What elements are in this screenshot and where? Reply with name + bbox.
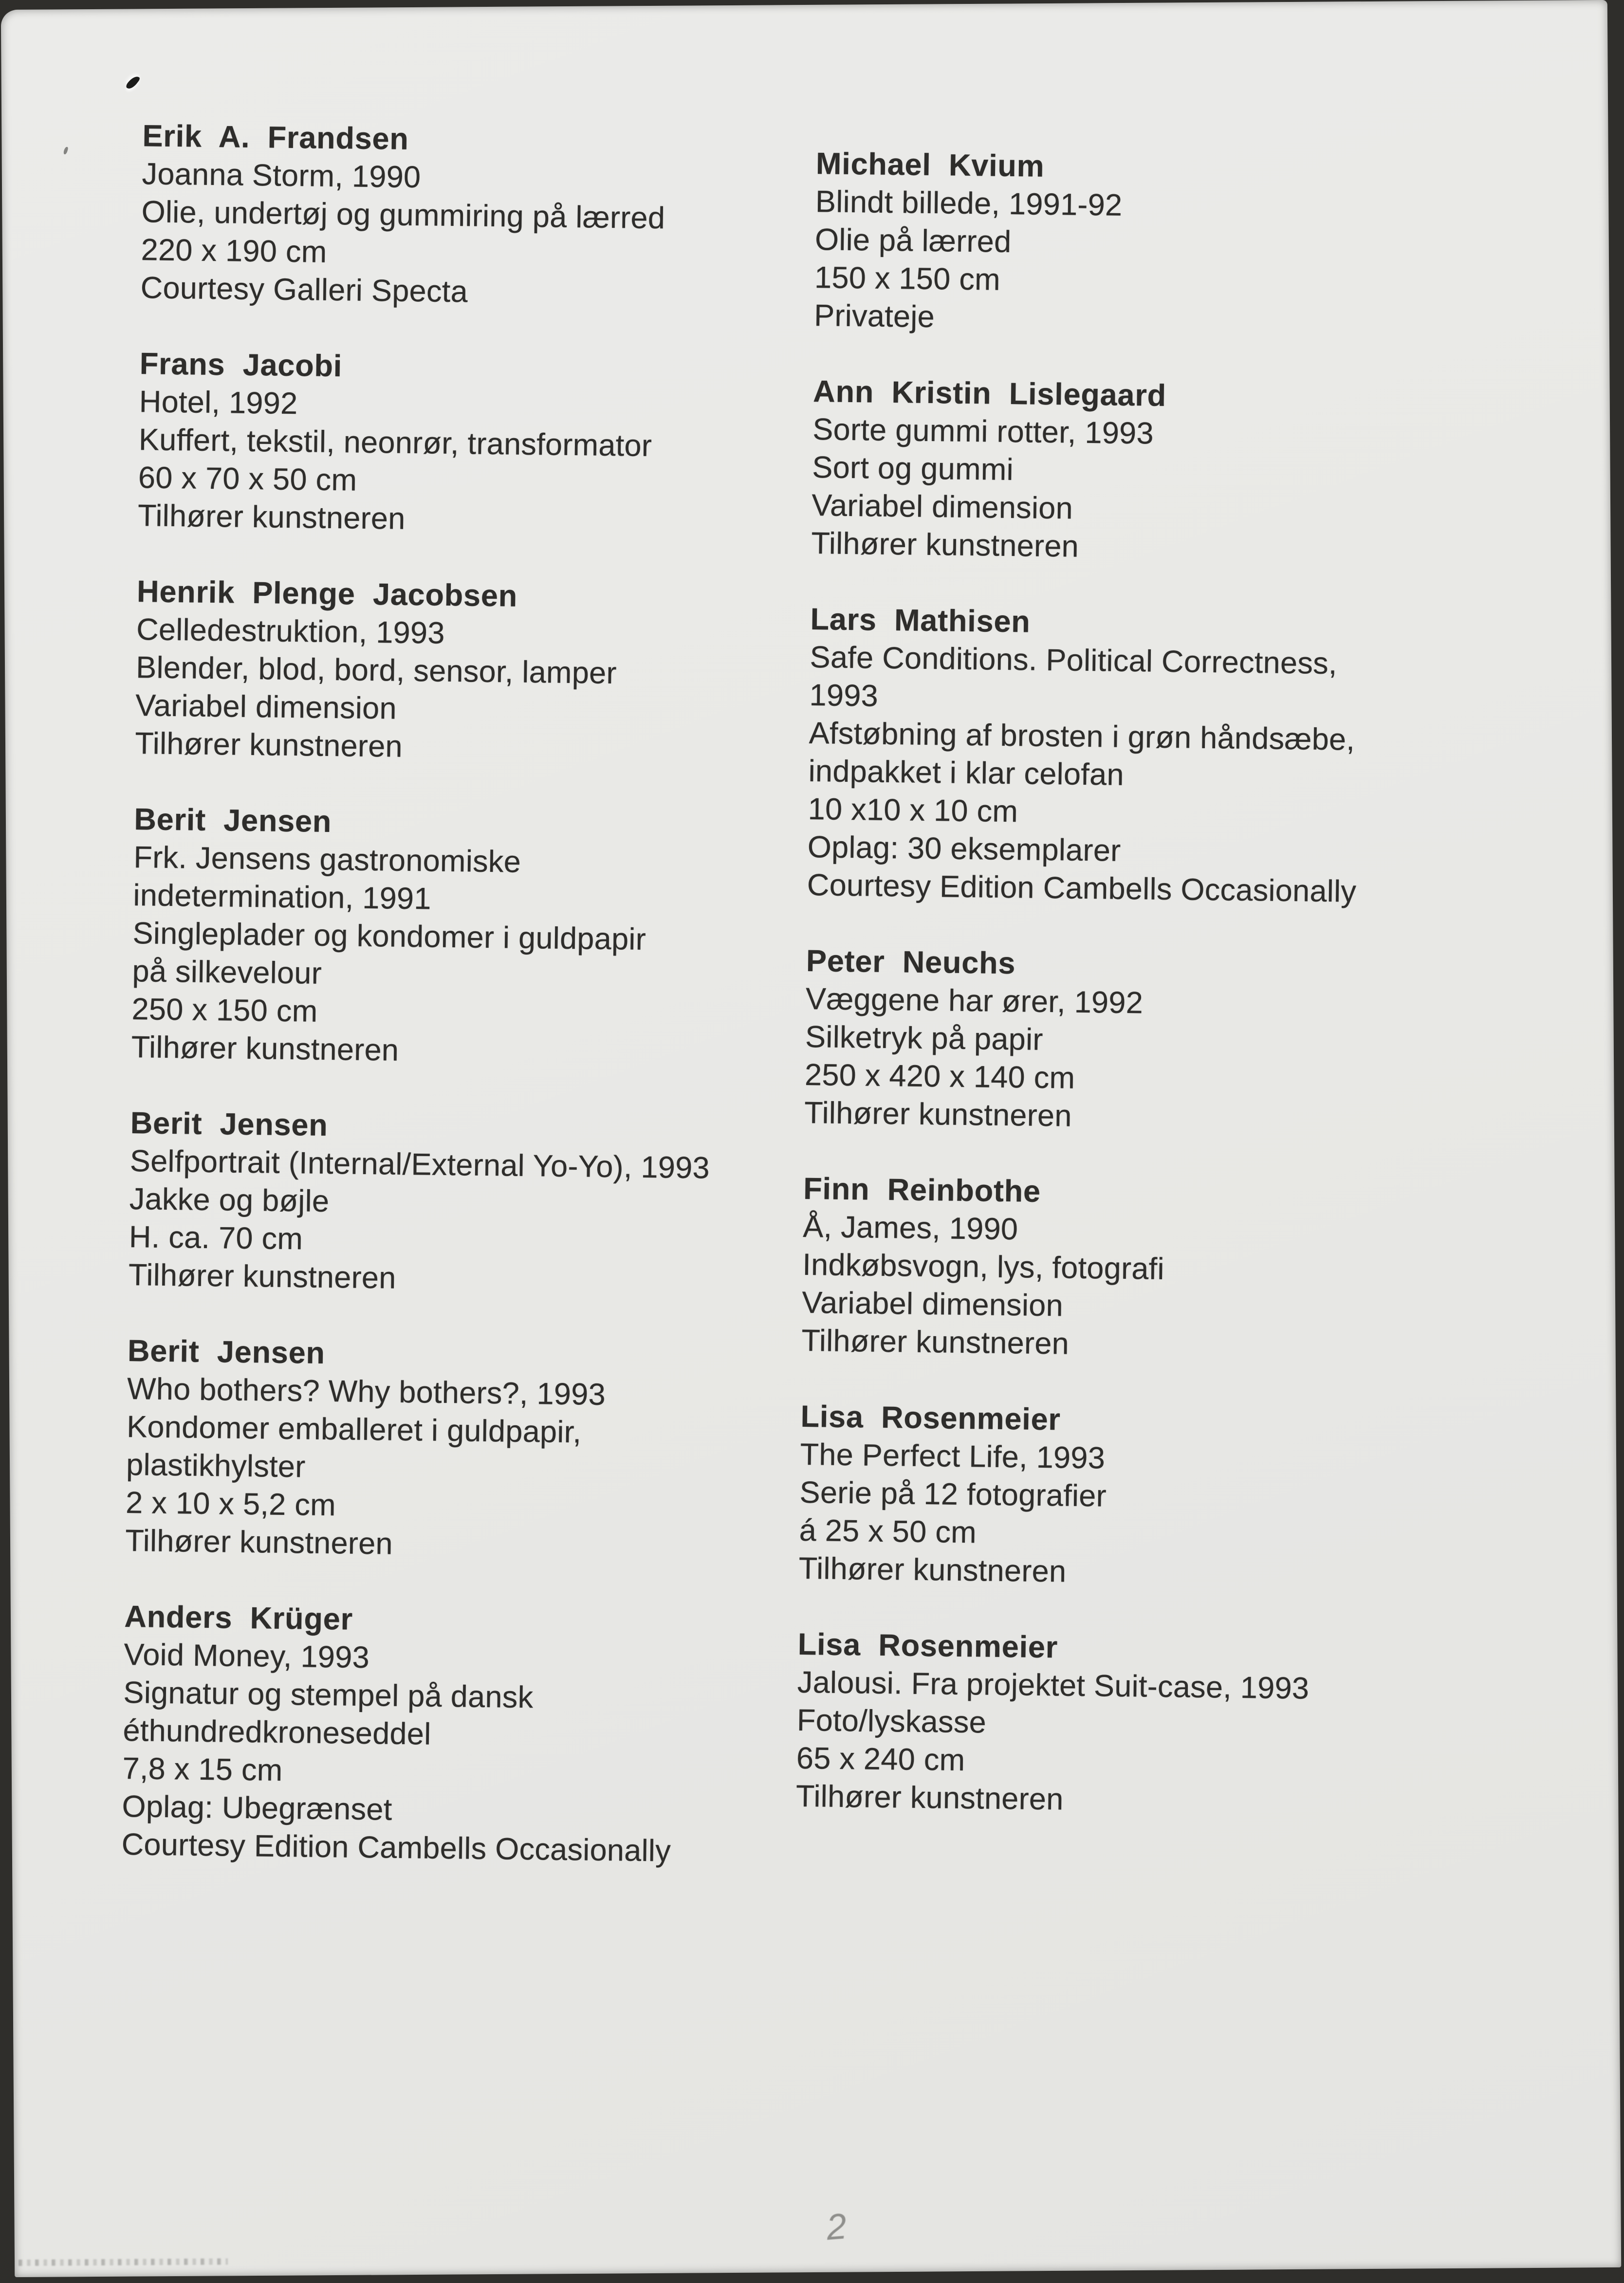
artwork-detail-line: Frk. Jensens gastronomiske — [133, 840, 521, 879]
artwork-detail-line: 65 x 240 cm — [796, 1741, 965, 1778]
catalog-entry — [814, 145, 1576, 344]
catalog-entry — [798, 1398, 1560, 1597]
artwork-detail-line: Joanna Storm, 1990 — [142, 157, 421, 195]
artwork-detail-line: Singleplader og kondomer i guldpapir — [132, 916, 646, 957]
artwork-detail-line: Tilhører kunstneren — [134, 726, 403, 764]
artwork-detail-line: Tilhører kunstneren — [131, 1030, 399, 1068]
artist-name: Peter Neuchs — [806, 943, 1016, 981]
artwork-detail-line: Tilhører kunstneren — [804, 1095, 1072, 1133]
artist-name: Berit Jensen — [127, 1334, 326, 1370]
artist-name: Michael Kvium — [815, 147, 1045, 184]
artwork-detail-line: Jalousi. Fra projektet Suit-case, 1993 — [797, 1665, 1310, 1706]
artwork-detail-line: á 25 x 50 cm — [799, 1513, 977, 1550]
artwork-detail-line: Who bothers? Why bothers?, 1993 — [127, 1372, 606, 1412]
catalog-entry — [804, 942, 1566, 1141]
catalog-entry — [125, 1332, 819, 1568]
artwork-detail-line: Tilhører kunstneren — [137, 498, 406, 536]
artwork-detail-line: Courtesy Edition Cambells Occasionally — [121, 1827, 671, 1868]
artist-name: Ann Kristin Lislegaard — [812, 374, 1167, 413]
artist-name: Frans Jacobi — [139, 347, 343, 384]
artwork-detail-line: éthundredkroneseddel — [123, 1713, 431, 1751]
artwork-list-column-right — [795, 145, 1576, 1862]
artwork-detail-line: Variabel dimension — [135, 688, 397, 726]
artwork-detail-line: Celledestruktion, 1993 — [136, 612, 445, 650]
artist-name: Erik A. Frandsen — [142, 119, 409, 156]
artwork-detail-line: Courtesy Edition Cambells Occasionally — [807, 867, 1357, 909]
artwork-detail-line: Privateje — [813, 298, 935, 334]
artwork-detail-line: H. ca. 70 cm — [129, 1220, 303, 1256]
artwork-detail-line: Tilhører kunstneren — [811, 526, 1079, 564]
artwork-detail-line: Blender, blod, bord, sensor, lamper — [135, 650, 617, 691]
artwork-detail-line: Indkøbsvogn, lys, fotografi — [802, 1247, 1165, 1287]
artist-name: Lisa Rosenmeier — [800, 1399, 1061, 1437]
artwork-detail-line: Blindt billede, 1991-92 — [815, 184, 1123, 222]
artist-name: Anders Krüger — [124, 1599, 353, 1637]
artwork-detail-line: Courtesy Galleri Specta — [140, 271, 468, 309]
artwork-detail-line: Oplag: Ubegrænset — [122, 1789, 392, 1827]
artwork-detail-line: Å, James, 1990 — [802, 1209, 1018, 1247]
artwork-detail-line: Silketryk på papir — [805, 1019, 1044, 1057]
artwork-detail-line: Oplag: 30 eksemplarer — [807, 830, 1121, 868]
artwork-detail-line: 2 x 10 x 5,2 cm — [125, 1485, 336, 1523]
artwork-detail-line: Hotel, 1992 — [139, 385, 298, 421]
artwork-detail-line: indetermination, 1991 — [133, 878, 432, 916]
catalog-entry — [140, 117, 834, 315]
catalog-entry — [807, 600, 1570, 913]
artwork-detail-line: 150 x 150 cm — [814, 260, 1001, 297]
artwork-detail-line: Kondomer emballeret i guldpapir, — [126, 1410, 582, 1450]
handwritten-page-number: 2 — [825, 2206, 848, 2248]
catalog-entry — [811, 372, 1573, 571]
catalog-entry — [138, 345, 831, 543]
artwork-detail-line: Safe Conditions. Political Correctness, — [810, 640, 1338, 681]
artwork-detail-line: Olie, undertøj og gummiring på lærred — [141, 195, 665, 236]
artwork-detail-line: Kuffert, tekstil, neonrør, transformator — [138, 423, 652, 463]
artwork-detail-line: Selfportrait (Internal/External Yo-Yo), 1993 — [129, 1144, 710, 1185]
artwork-detail-line: Tilhører kunstneren — [125, 1523, 393, 1561]
artwork-detail-line: Tilhører kunstneren — [128, 1258, 396, 1295]
artwork-detail-line: The Perfect Life, 1993 — [800, 1437, 1106, 1475]
artist-name: Finn Reinbothe — [803, 1171, 1041, 1209]
catalog-entry — [135, 572, 829, 771]
artwork-detail-line: Tilhører kunstneren — [798, 1551, 1067, 1589]
artwork-list — [0, 7, 1607, 2283]
artwork-detail-line: Tilhører kunstneren — [795, 1779, 1064, 1817]
artwork-detail-line: på silkevelour — [132, 954, 322, 991]
artist-name: Berit Jensen — [134, 802, 332, 839]
artwork-detail-line: Serie på 12 fotografier — [799, 1475, 1107, 1513]
artist-name: Henrik Plenge Jacobsen — [136, 574, 518, 613]
artwork-detail-line: Afstøbning af brosten i grøn håndsæbe, — [809, 716, 1355, 757]
catalog-entry — [801, 1170, 1563, 1369]
artist-name: Lars Mathisen — [810, 602, 1031, 639]
artwork-detail-line: Jakke og bøjle — [129, 1182, 330, 1219]
catalog-entry — [131, 800, 826, 1074]
artwork-detail-line: Sorte gummi rotter, 1993 — [812, 412, 1154, 451]
artwork-detail-line: 250 x 150 cm — [131, 992, 318, 1029]
artwork-detail-line: Sort og gummi — [812, 450, 1014, 487]
catalog-entry — [121, 1598, 816, 1872]
catalog-entry — [129, 1104, 822, 1302]
artist-name: Berit Jensen — [130, 1106, 328, 1143]
artwork-detail-line: Tilhører kunstneren — [801, 1323, 1070, 1361]
artwork-detail-line: Variabel dimension — [812, 488, 1073, 526]
artwork-detail-line: 60 x 70 x 50 cm — [138, 460, 357, 497]
artwork-detail-line: Olie på lærred — [814, 222, 1012, 259]
artwork-detail-line: indpakket i klar celofan — [808, 754, 1125, 792]
artist-name: Lisa Rosenmeier — [797, 1627, 1058, 1665]
artwork-detail-line: Void Money, 1993 — [124, 1637, 370, 1675]
artwork-detail-line: plastikhylster — [126, 1447, 306, 1484]
artwork-detail-line: 220 x 190 cm — [141, 233, 327, 269]
artwork-detail-line: Væggene har ører, 1992 — [805, 981, 1144, 1020]
artwork-detail-line: 7,8 x 15 cm — [122, 1751, 283, 1787]
paper-sheet — [1, 0, 1621, 2277]
artwork-detail-line: 250 x 420 x 140 cm — [804, 1057, 1075, 1095]
artwork-detail-line: Signatur og stempel på dansk — [123, 1675, 534, 1715]
artwork-detail-line: Foto/lyskasse — [796, 1703, 987, 1740]
artwork-list-column-left — [121, 117, 834, 1910]
artwork-detail-line: 10 x10 x 10 cm — [808, 792, 1018, 829]
artwork-detail-line: 1993 — [809, 678, 879, 713]
artwork-detail-line: Variabel dimension — [802, 1285, 1064, 1323]
catalog-entry — [796, 1625, 1558, 1824]
